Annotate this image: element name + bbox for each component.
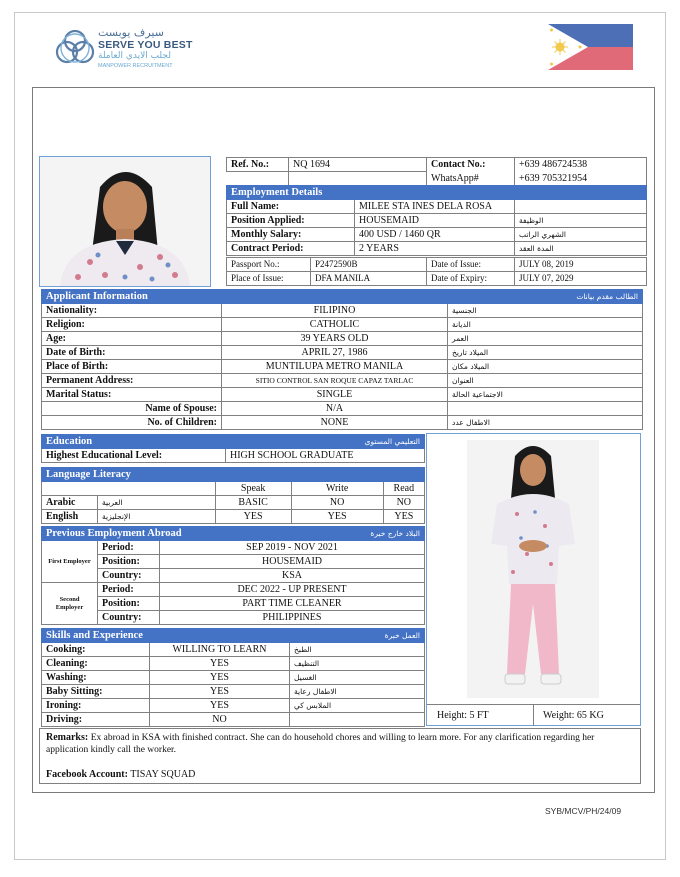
expiry-value: JULY 07, 2029 bbox=[515, 272, 647, 286]
language-header-speak: Speak bbox=[215, 482, 291, 496]
education-level-value: HIGH SCHOOL GRADUATE bbox=[226, 449, 425, 463]
height-value: 5 FT bbox=[469, 710, 489, 721]
education-level-label: Highest Educational Level: bbox=[42, 449, 226, 463]
applicant-portrait-photo bbox=[39, 156, 211, 287]
language-row: Arabic العربية BASIC NO NO bbox=[42, 496, 425, 510]
previous-section-title: Previous Employment Abroad bbox=[46, 528, 182, 539]
ref-value: NQ 1694 bbox=[289, 158, 427, 172]
skill-row: Washing: YES الغسيل bbox=[42, 671, 425, 685]
facebook-label: Facebook Account: bbox=[46, 769, 128, 780]
employment-details-table bbox=[226, 185, 647, 256]
logo-arabic-subtitle: لجلب الايدي العاملة bbox=[98, 51, 171, 61]
philippines-flag-icon bbox=[548, 24, 633, 70]
company-logo bbox=[54, 26, 204, 74]
skill-row: Driving: NO bbox=[42, 713, 425, 727]
ref-label: Ref. No.: bbox=[227, 158, 289, 172]
height-label: Height: bbox=[437, 710, 467, 721]
logo-english-name: SERVE YOU BEST bbox=[98, 39, 193, 51]
applicant-section-title: Applicant Information bbox=[46, 291, 148, 302]
applicant-info-table bbox=[41, 289, 643, 430]
expiry-label: Date of Expiry: bbox=[427, 272, 515, 286]
language-header-read: Read bbox=[383, 482, 424, 496]
education-section-title-arabic: التعليمي المستوى bbox=[364, 437, 420, 446]
employer-row: First Employer Period: SEP 2019 - NOV 2021 bbox=[42, 541, 425, 555]
skills-table bbox=[41, 628, 425, 727]
applicant-row: Religion: CATHOLIC الديانة bbox=[42, 318, 643, 332]
skill-row: Ironing: YES الملابس كي bbox=[42, 699, 425, 713]
employment-row: Full Name: MILEE STA INES DELA ROSA bbox=[227, 200, 647, 214]
language-header-write: Write bbox=[291, 482, 383, 496]
employer-row: Position: HOUSEMAID bbox=[42, 555, 425, 569]
document-code: SYB/MCV/PH/24/09 bbox=[545, 806, 622, 816]
contact-label: Contact No.: bbox=[427, 158, 515, 172]
logo-arabic-name: سيرف يوبست bbox=[98, 26, 164, 39]
language-section-title: Language Literacy bbox=[42, 468, 425, 482]
passport-label: Passport No.: bbox=[227, 258, 311, 272]
contact-value: +639 486724538 bbox=[515, 158, 647, 172]
reference-contact-table bbox=[226, 157, 647, 186]
applicant-row: Age: 39 YEARS OLD العمر bbox=[42, 332, 643, 346]
applicant-full-body-photo bbox=[426, 433, 641, 726]
second-employer-label: Second Employer bbox=[42, 583, 98, 625]
skills-section-title: Skills and Experience bbox=[46, 630, 143, 641]
remarks-text: Ex abroad in KSA with finished contract. She can do household chores and willing to learn more. For any clarification regarding her application kindly call the worker. bbox=[46, 733, 595, 755]
previous-employment-table bbox=[41, 526, 425, 625]
skill-row: Cleaning: YES التنظيف bbox=[42, 657, 425, 671]
applicant-section-title-arabic: الطالب مقدم بيانات bbox=[576, 292, 638, 301]
employer-row: Second Employer Period: DEC 2022 - UP PRESENT bbox=[42, 583, 425, 597]
education-table bbox=[41, 434, 425, 463]
logo-tagline: MANPOWER RECRUITMENT bbox=[98, 63, 173, 69]
language-row: English الإنجليزية YES YES YES bbox=[42, 510, 425, 524]
skill-row: Cooking: WILLING TO LEARN الطبخ bbox=[42, 643, 425, 657]
skill-row: Baby Sitting: YES الاطفال رعاية bbox=[42, 685, 425, 699]
facebook-value: TISAY SQUAD bbox=[130, 769, 196, 780]
previous-section-title-arabic: البلاد خارج خبرة bbox=[370, 529, 420, 538]
education-section-title: Education bbox=[46, 436, 93, 447]
employment-section-title: Employment Details bbox=[227, 186, 647, 200]
employment-row: Contract Period: 2 YEARS المدة العقد bbox=[227, 242, 647, 256]
employment-row: Position Applied: HOUSEMAID الوظيفة bbox=[227, 214, 647, 228]
issue-place-label: Place of Issue: bbox=[227, 272, 311, 286]
issue-date-label: Date of Issue: bbox=[427, 258, 515, 272]
remarks-label: Remarks: bbox=[46, 732, 89, 743]
employment-row: Monthly Salary: 400 USD / 1460 QR الشهري الراتب bbox=[227, 228, 647, 242]
issue-date-value: JULY 08, 2019 bbox=[515, 258, 647, 272]
passport-value: P2472590B bbox=[311, 258, 427, 272]
whatsapp-value: +639 705321954 bbox=[515, 172, 647, 186]
applicant-row: Place of Birth: MUNTILUPA METRO MANILA الميلاد مكان bbox=[42, 360, 643, 374]
employer-row: Country: KSA bbox=[42, 569, 425, 583]
remarks-box bbox=[39, 728, 641, 784]
weight-value: 65 KG bbox=[576, 710, 604, 721]
passport-table bbox=[226, 257, 647, 286]
employer-row: Country: PHILIPPINES bbox=[42, 611, 425, 625]
logo-knot-icon bbox=[54, 26, 96, 70]
whatsapp-label: WhatsApp# bbox=[427, 172, 515, 186]
skills-section-title-arabic: العمل خبرة bbox=[384, 631, 420, 640]
applicant-row: No. of Children: NONE الاطفال عدد bbox=[42, 416, 643, 430]
weight-label: Weight: bbox=[543, 710, 575, 721]
applicant-row: Name of Spouse: N/A bbox=[42, 402, 643, 416]
employer-row: Position: PART TIME CLEANER bbox=[42, 597, 425, 611]
applicant-row: Nationality: FILIPINO الجنسية bbox=[42, 304, 643, 318]
issue-place-value: DFA MANILA bbox=[311, 272, 427, 286]
language-table bbox=[41, 467, 425, 524]
applicant-row: Permanent Address: SITIO CONTROL SAN ROQUE CAPAZ TARLAC العنوان bbox=[42, 374, 643, 388]
applicant-row: Marital Status: SINGLE الاجتماعية الحالة bbox=[42, 388, 643, 402]
first-employer-label: First Employer bbox=[42, 541, 98, 583]
applicant-row: Date of Birth: APRIL 27, 1986 الميلاد تاريخ bbox=[42, 346, 643, 360]
